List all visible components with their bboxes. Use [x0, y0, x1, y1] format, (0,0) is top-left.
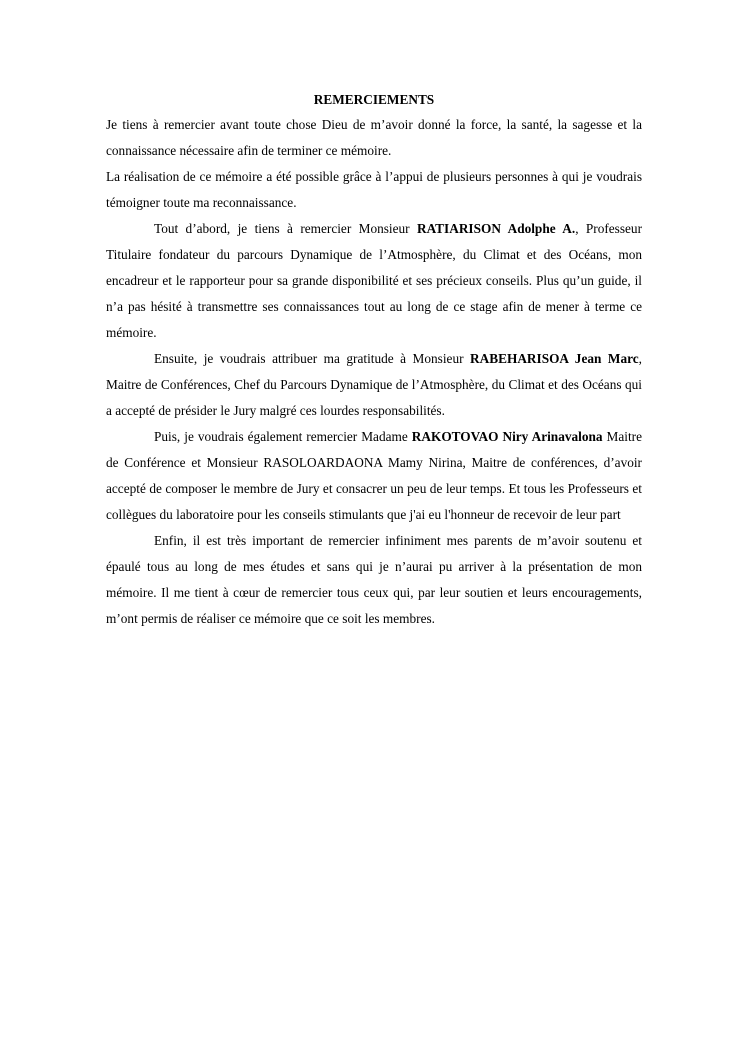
paragraph-text: , Professeur Titulaire fondateur du parcours Dynamique de l’Atmosphère, du Climat et des Océans, mon encadreur et le rapporteur pour sa grande disponibilité et ses précieux conseils. Plus qu’un guide, il n’a pas hésité à transmettre ses connaissances tout au long de ce stage afin de mener à terme ce mémoire.: [106, 221, 643, 340]
paragraph-text: Puis, je voudrais également remercier Madame: [154, 429, 412, 444]
page-title: REMERCIEMENTS: [313, 92, 435, 107]
person-name: RAKOTOVAO Niry Arinavalona: [411, 429, 603, 444]
person-name: RATIARISON Adolphe A.: [416, 221, 576, 236]
paragraph-text: Tout d’abord, je tiens à remercier Monsieur: [154, 221, 417, 236]
paragraph-text: Ensuite, je voudrais attribuer ma gratitude à Monsieur: [154, 351, 471, 366]
paragraph-family: Enfin, il est très important de remercier infiniment mes parents de m’avoir soutenu et épaulé tous au long de mes études et sans qui je n’aurai pu arriver à la présentation de mon mémoire. Il me tient à cœur de remercier tous ceux qui, par leur soutien et leurs encouragements, m’ont permis de réaliser ce mémoire que ce soit les membres.: [106, 533, 642, 626]
paragraph-jury-members: [106, 424, 642, 528]
paragraph-text: , Maitre de Conférences, Chef du Parcours Dynamique de l’Atmosphère, du Climat et des Océans qui a accepté de présider le Jury malgré ces lourdes responsabilités.: [106, 351, 642, 418]
paragraph-jury-president: [106, 346, 642, 424]
document-body: [106, 88, 642, 632]
person-name: RABEHARISOA Jean Marc: [470, 351, 639, 366]
paragraph-acknowledgement: La réalisation de ce mémoire a été possible grâce à l’appui de plusieurs personnes à qui je voudrais témoigner toute ma reconnaissance.: [106, 169, 642, 210]
paragraph-text: Maitre de Conférence et Monsieur RASOLOARDAONA Mamy Nirina, Maitre de conférences, d’avoir accepté de composer le membre de Jury et consacrer un peu de leur temps. Et tous les Professeurs et collègues du laboratoire pour les conseils stimulants que j'ai eu l'honneur de recevoir de leur part: [106, 429, 643, 522]
paragraph-supervisor: [106, 216, 642, 346]
paragraph-intro: Je tiens à remercier avant toute chose Dieu de m’avoir donné la force, la santé, la sagesse et la connaissance nécessaire afin de terminer ce mémoire.: [106, 117, 642, 158]
